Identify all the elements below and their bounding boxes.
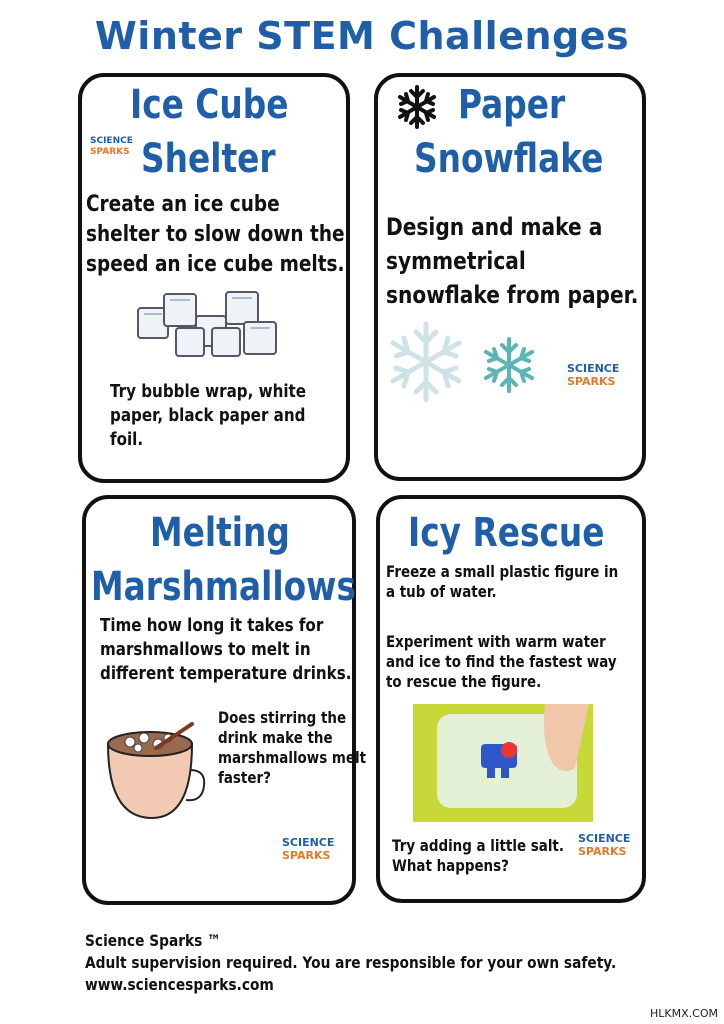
card-description: Time how long it takes for marshmallows to melt in different temperature drinks.: [100, 615, 352, 684]
science-sparks-logo: SCIENCE SPARKS: [578, 832, 631, 858]
hot-chocolate-mug-icon: [100, 722, 208, 822]
science-sparks-logo: SCIENCE SPARKS: [90, 136, 133, 157]
footer: [85, 930, 616, 996]
card-description: Create an ice cube shelter to slow down the speed an ice cube melts.: [86, 192, 345, 277]
snowflake-teal-icon: [480, 336, 538, 394]
science-sparks-logo: SCIENCE SPARKS: [282, 836, 335, 862]
card-tip: Try adding a little salt. What happens?: [392, 836, 564, 875]
card-question: Does stirring the drink make the marshmallows melt faster?: [218, 708, 367, 787]
card-step2: Experiment with warm water and ice to find the fastest way to rescue the figure.: [386, 632, 617, 691]
footer-brand: Science Sparks ™: [85, 931, 221, 950]
snowflake-light-icon: [388, 320, 464, 404]
card-heading-line2: Snowflake: [414, 136, 604, 182]
card-step1: Freeze a small plastic figure in a tub of water.: [386, 562, 619, 601]
watermark: HLKMX.COM: [650, 1007, 718, 1020]
snowflake-icon: [394, 84, 440, 130]
card-heading-line1: Melting: [150, 510, 290, 556]
page-title: Winter STEM Challenges: [94, 14, 630, 58]
footer-safety-notice: Adult supervision required. You are responsible for your own safety.: [85, 953, 617, 972]
card-heading-line1: Paper: [458, 82, 566, 128]
science-sparks-logo: SCIENCE SPARKS: [567, 362, 620, 388]
card-tip: Try bubble wrap, white paper, black paper and foil.: [110, 381, 307, 450]
card-heading-line2: Marshmallows: [91, 564, 356, 610]
card-heading-line1: Ice Cube: [130, 82, 289, 128]
card-heading: Icy Rescue: [408, 510, 605, 556]
ice-cubes-icon: [136, 288, 282, 362]
frozen-figure-photo: [413, 704, 593, 822]
footer-website: www.sciencesparks.com: [85, 975, 274, 994]
card-heading-line2: Shelter: [141, 136, 276, 182]
card-description: Design and make a symmetrical snowflake from paper.: [386, 213, 639, 309]
